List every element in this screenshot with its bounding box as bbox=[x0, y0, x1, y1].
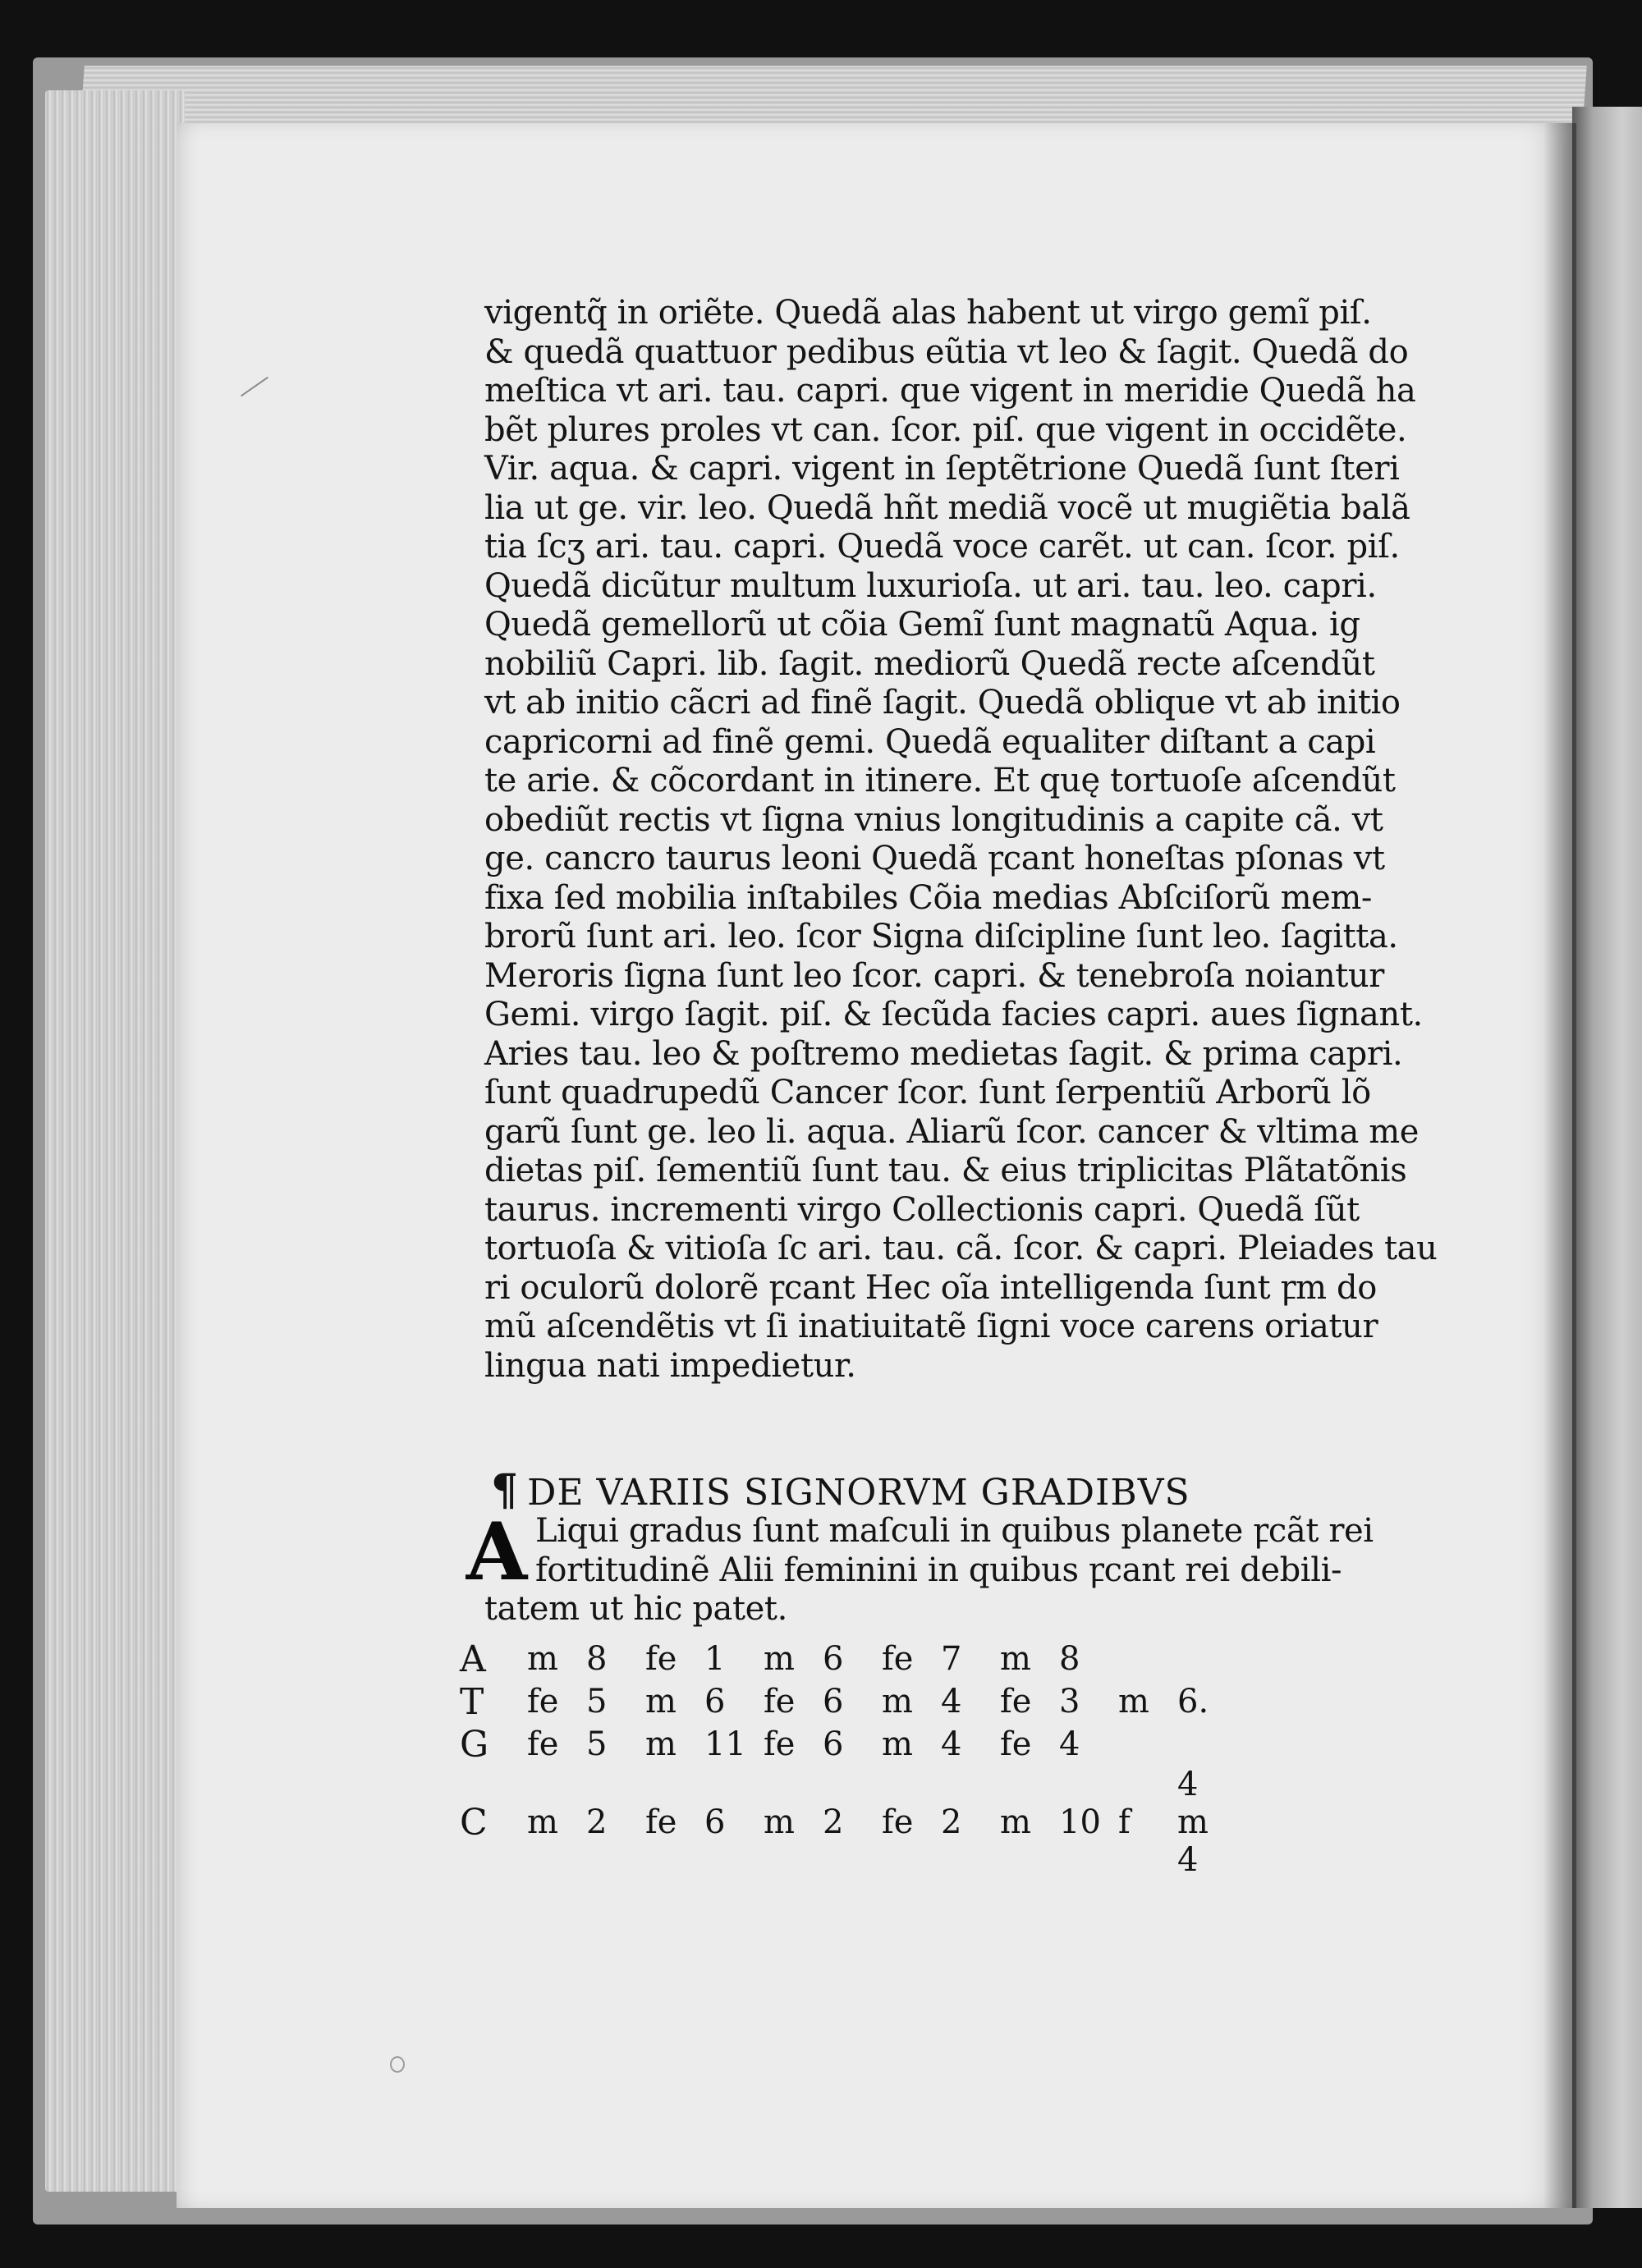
table-cell: m bbox=[1000, 1803, 1031, 1841]
text-line: tortuoſa & vitioſa ſc ari. tau. cã. ſcor. & capri. Pleiades tau bbox=[484, 1230, 1438, 1267]
section-text bbox=[484, 1512, 1404, 1629]
table-cell: m bbox=[882, 1683, 913, 1720]
table-cell: fe bbox=[764, 1725, 796, 1763]
table-cell: m bbox=[764, 1640, 795, 1678]
table-cell: 11 bbox=[704, 1725, 746, 1763]
table-cell bbox=[1118, 1723, 1177, 1766]
text-line: dietas piſ. ſementiũ ſunt tau. & eius triplicitas Plãtatõnis bbox=[484, 1152, 1407, 1189]
table-cell: 6 bbox=[823, 1683, 844, 1720]
table-cell: 2 bbox=[941, 1803, 962, 1841]
text-line: obediũt rectis vt ſigna vnius longitudinis a capite cã. vt bbox=[484, 800, 1383, 839]
table-row bbox=[460, 1766, 1236, 1879]
table-cell: m bbox=[645, 1683, 677, 1720]
table-cell: fe bbox=[1000, 1725, 1032, 1763]
text-line: vt ab initio cãcri ad finẽ ſagit. Quedã oblique vt ab initio bbox=[484, 684, 1401, 722]
text-line: Quedã dicũtur multum luxurioſa. ut ari. tau. leo. capri. bbox=[484, 566, 1377, 605]
table-cell: fe bbox=[645, 1803, 677, 1841]
table-cell: 7 bbox=[941, 1640, 962, 1678]
text-line: capricorni ad finẽ gemi. Quedã equaliter diſtant a capi bbox=[484, 722, 1376, 761]
table-cell: 6 bbox=[823, 1725, 844, 1763]
section-heading bbox=[491, 1465, 1190, 1515]
table-cell: 4 bbox=[1059, 1725, 1080, 1763]
table-cell: 6. bbox=[1177, 1683, 1209, 1720]
table-cell: fe bbox=[1000, 1683, 1032, 1720]
table-cell: 2 bbox=[586, 1803, 608, 1841]
table-cell: m bbox=[1000, 1640, 1031, 1678]
text-line: tatem ut hic patet. bbox=[484, 1590, 787, 1628]
text-line: ſunt quadrupedũ Cancer ſcor. ſunt ſerpentiũ Arborũ lõ bbox=[484, 1074, 1371, 1111]
table-cell bbox=[1177, 1723, 1236, 1766]
main-text bbox=[484, 294, 1438, 1386]
table-cell: fe bbox=[645, 1640, 677, 1678]
text-line: tia ſcʒ ari. tau. capri. Quedã voce carẽt. ut can. ſcor. piſ. bbox=[484, 528, 1400, 566]
table-row bbox=[460, 1638, 1236, 1680]
table-cell: m bbox=[527, 1803, 558, 1841]
text-line: & quedã quattuor pedibus eũtia vt leo & ſagit. Quedã do bbox=[484, 332, 1409, 371]
text-line: Merorіs ſigna ſunt leo ſcor. capri. & tenebroſa noiantur bbox=[484, 956, 1385, 995]
sign-letter: T bbox=[460, 1680, 484, 1723]
book-page-edges bbox=[45, 90, 185, 2192]
gutter-shadow bbox=[1543, 123, 1576, 2208]
table-cell: f bbox=[1118, 1803, 1131, 1841]
table-cell: 4 m 4 bbox=[1177, 1766, 1209, 1879]
table-cell bbox=[1118, 1638, 1177, 1680]
table-cell: fe bbox=[882, 1803, 914, 1841]
text-line: fortitudinẽ Alii feminini in quibus ꝼcant rei debili- bbox=[535, 1551, 1342, 1589]
sign-letter: G bbox=[460, 1723, 489, 1766]
text-line: ge. cancro taurus leoni Quedã ꝼcant honeſtas pſonas vt bbox=[484, 840, 1385, 877]
book-top-edge bbox=[80, 66, 1587, 131]
table-cell: fe bbox=[882, 1640, 914, 1678]
table-row bbox=[460, 1680, 1236, 1723]
table-cell: 5 bbox=[586, 1725, 608, 1763]
facing-page bbox=[1572, 107, 1642, 2208]
text-line: brorũ ſunt ari. leo. ſcor Signa diſcipline ſunt leo. ſagitta. bbox=[484, 918, 1398, 955]
sign-letter: A bbox=[460, 1638, 486, 1680]
text-line: ri oculorũ dolorẽ ꝼcant Hec oĩa intelligenda ſunt ꝼm do bbox=[484, 1268, 1377, 1307]
text-line: Vir. aqua. & capri. vigent in ſeptẽtrione Quedã ſunt ſteri bbox=[484, 450, 1400, 488]
table-cell: m bbox=[527, 1640, 558, 1678]
table-cell: fe bbox=[527, 1725, 559, 1763]
text-line: vigentq̃ in oriẽte. Quedã alas habent ut virgo gemĩ piſ. bbox=[484, 294, 1372, 332]
table-cell: 3 bbox=[1059, 1683, 1080, 1720]
text-line: lingua nati impedietur. bbox=[484, 1346, 856, 1385]
pilcrow-icon: ¶ bbox=[491, 1465, 520, 1515]
table-cell: 5 bbox=[586, 1683, 608, 1720]
table-cell: 8 bbox=[1059, 1640, 1080, 1678]
text-line: te arie. & cõcordant in itinere. Et quę tortuoſe aſcendũt bbox=[484, 762, 1396, 800]
table-cell: 10 bbox=[1059, 1803, 1101, 1841]
table-row bbox=[460, 1723, 1236, 1766]
table-cell: fe bbox=[527, 1683, 559, 1720]
table-cell: 4 bbox=[941, 1683, 962, 1720]
text-line: garũ ſunt ge. leo li. aqua. Aliarũ ſcor. cancer & vltima me bbox=[484, 1112, 1420, 1151]
text-line: Gemi. virgo ſagit. piſ. & ſecũda facies capri. aues ſignant. bbox=[484, 996, 1423, 1033]
text-line: nobiliũ Capri. lib. ſagit. mediorũ Quedã recte aſcendũt bbox=[484, 644, 1375, 683]
table-cell: m bbox=[1118, 1683, 1149, 1720]
table-cell: 1 bbox=[704, 1640, 726, 1678]
table-cell: m bbox=[645, 1725, 677, 1763]
degrees-table bbox=[460, 1638, 1236, 1879]
table-cell: 8 bbox=[586, 1640, 608, 1678]
section-heading-text: DE VARIIS SIGNORVM GRADIBVS bbox=[527, 1472, 1190, 1514]
text-line: lia ut ge. vir. leo. Quedã hñt mediã vocẽ ut mugiẽtia balã bbox=[484, 488, 1410, 527]
table-cell bbox=[1177, 1638, 1236, 1680]
table-cell: 4 bbox=[941, 1725, 962, 1763]
table-cell: 2 bbox=[823, 1803, 844, 1841]
table-cell: m bbox=[882, 1725, 913, 1763]
sign-letter: C bbox=[460, 1801, 488, 1844]
text-line: Aries tau. leo & poſtremo medietas ſagit. & prima capri. bbox=[484, 1034, 1403, 1073]
text-line: mũ aſcendẽtis vt ſi inatiuitatẽ ſigni voce carens oriatur bbox=[484, 1308, 1378, 1345]
table-cell: m bbox=[764, 1803, 795, 1841]
text-line: taurus. incrementi virgo Collectionis capri. Quedã ſũt bbox=[484, 1190, 1360, 1229]
decorated-initial: A bbox=[466, 1505, 528, 1598]
text-line: bẽt plures proles vt can. ſcor. piſ. que vigent in occidẽte. bbox=[484, 410, 1407, 449]
table-cell: 6 bbox=[823, 1640, 844, 1678]
table-cell: fe bbox=[764, 1683, 796, 1720]
text-line: meſtica vt ari. tau. capri. que vigent in meridie Quedã ha bbox=[484, 372, 1416, 410]
table-cell: 6 bbox=[704, 1683, 726, 1720]
table-cell: 6 bbox=[704, 1803, 726, 1841]
paper-blemish bbox=[390, 2056, 405, 2073]
text-line: Liqui gradus ſunt maſculi in quibus planete ꝼcãt rei bbox=[535, 1512, 1374, 1550]
text-line: Quedã gemellorũ ut cõia Gemĩ ſunt magnatũ Aqua. ig bbox=[484, 606, 1360, 644]
text-line: fixa ſed mobilia inſtabiles Cõia medias Abſciſorũ mem- bbox=[484, 878, 1373, 917]
